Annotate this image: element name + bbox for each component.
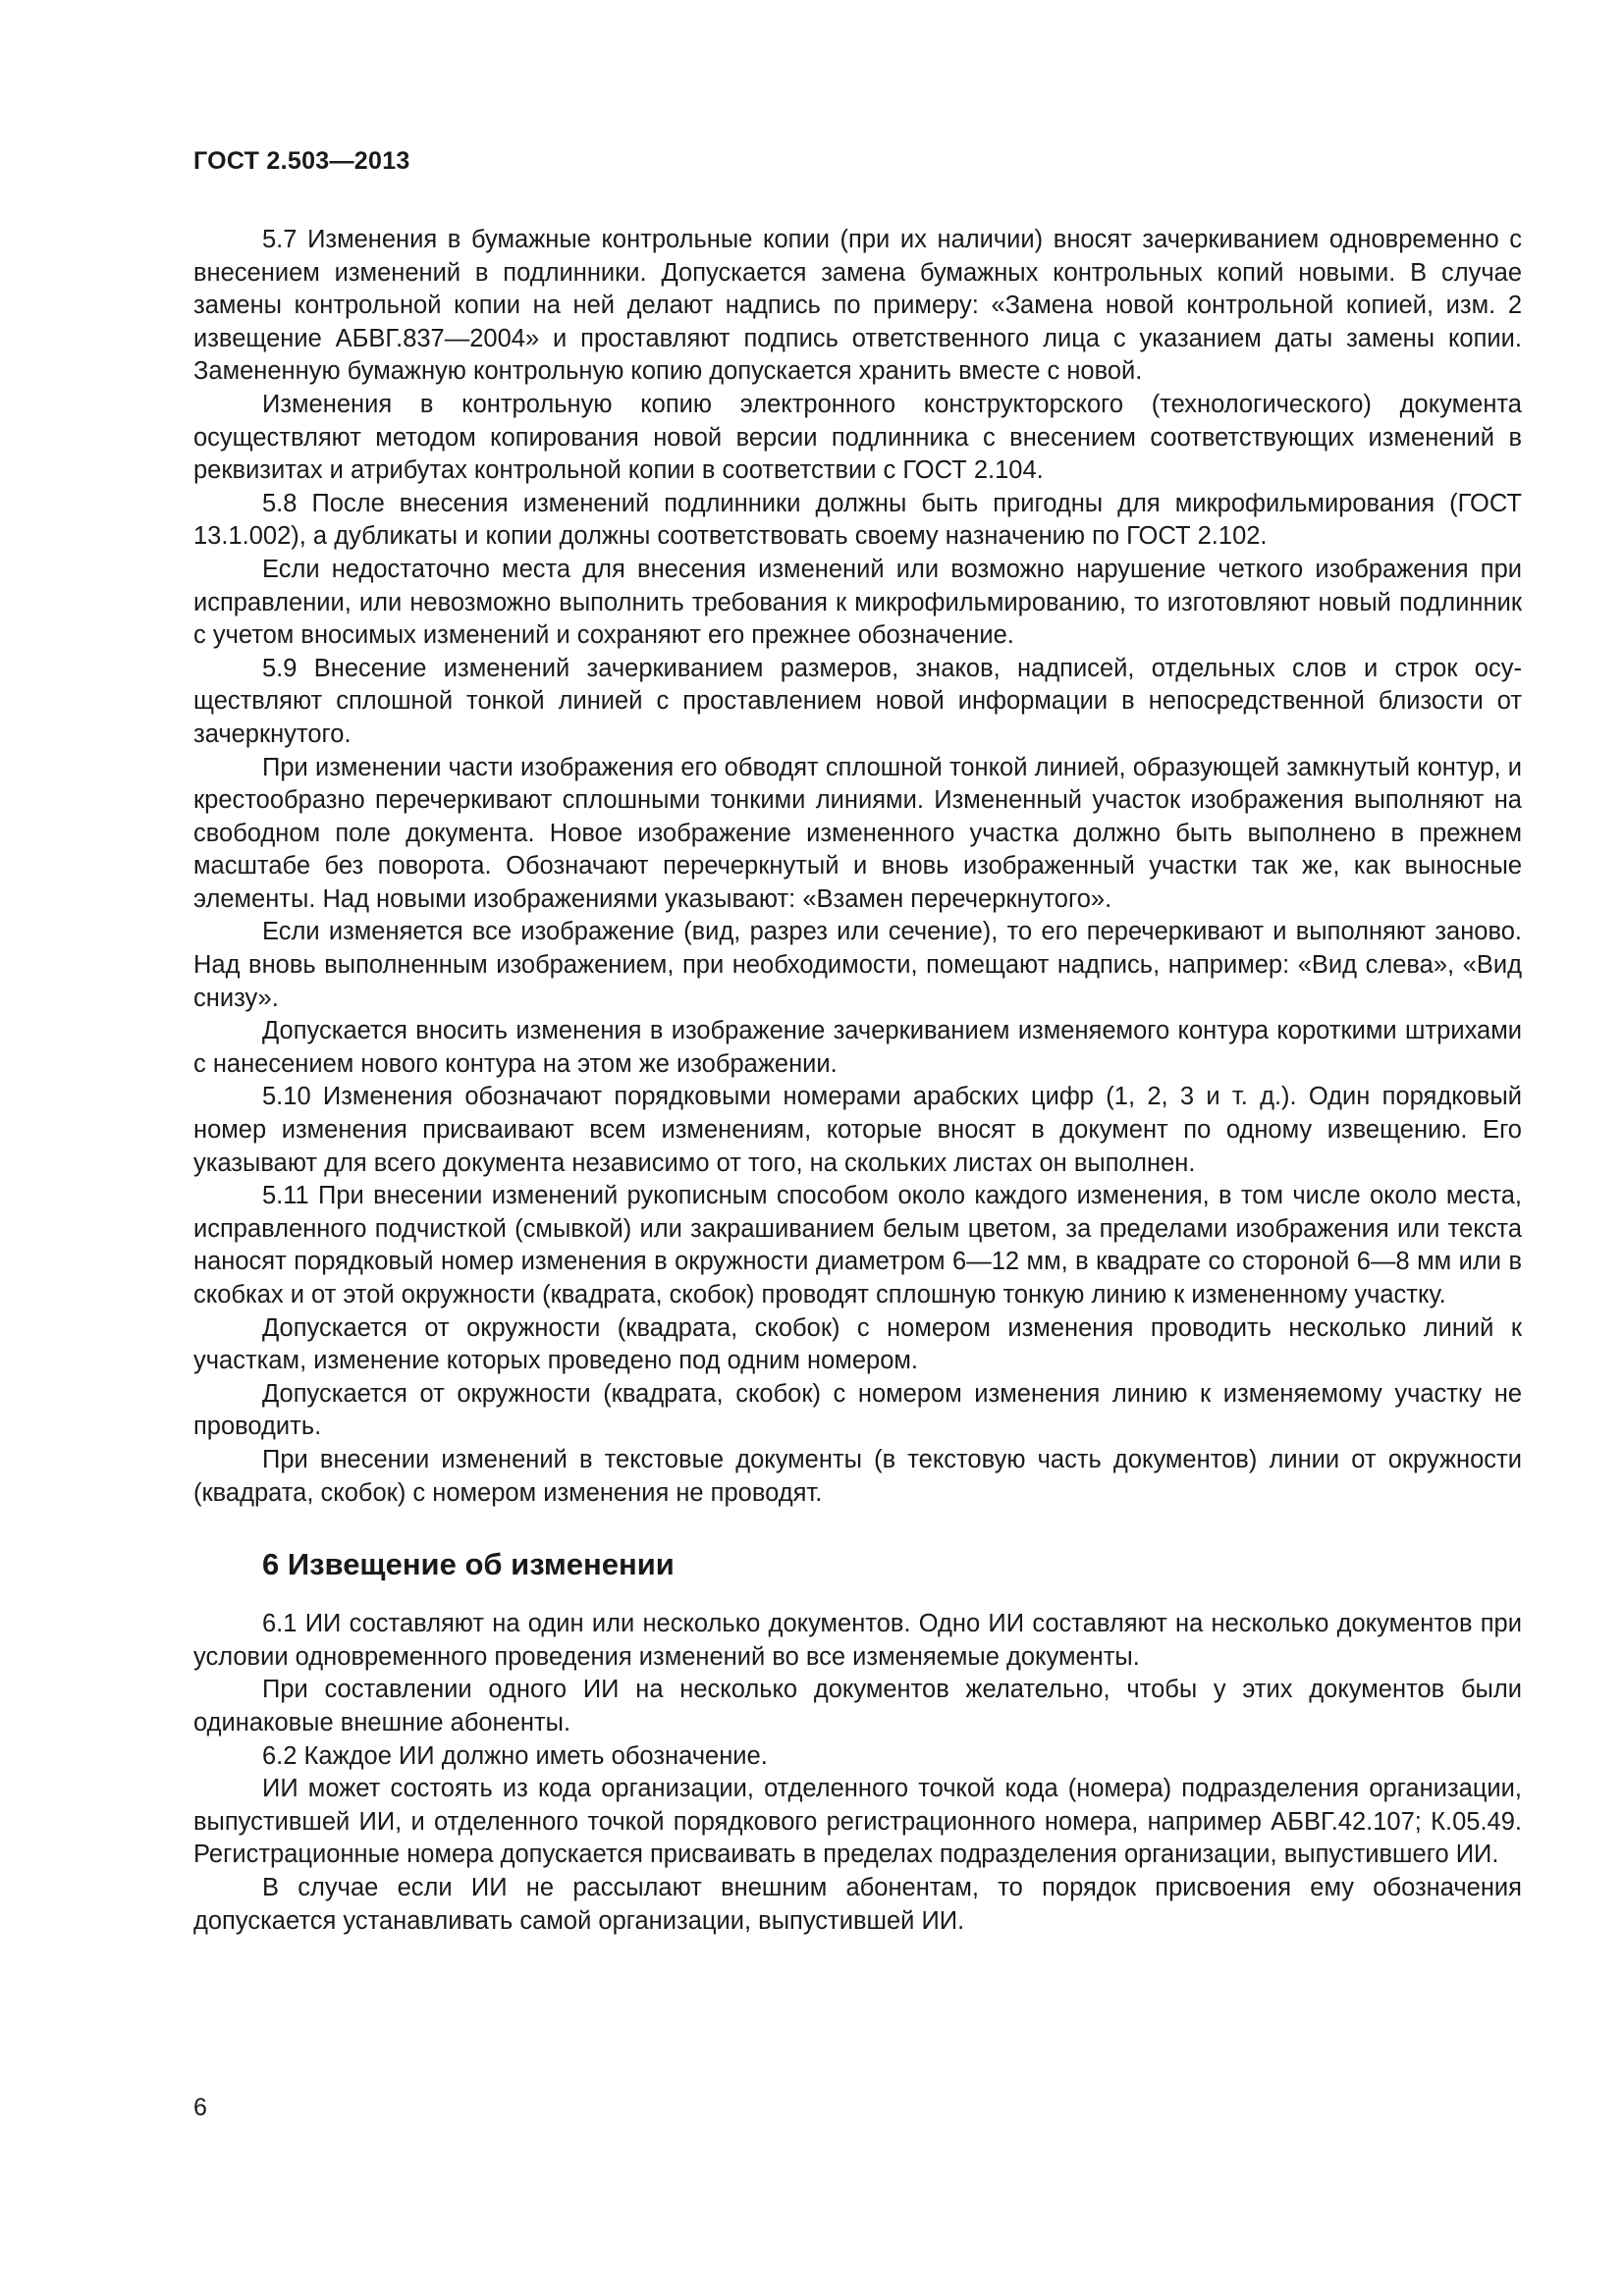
paragraph-external-subscribers: При составлении одного ИИ на несколько документов желательно, чтобы у этих документов были одинаковые внешние абоненты. xyxy=(193,1676,1522,1736)
paragraph-notice-code: ИИ может состоять из кода организации, отделенного точкой кода (номера) подразделения организации, выпустившей ИИ, и отделенного точкой порядкового регистрационного номера, например АБВГ.42.107; К.05.49. Регистрационные номера допускается присваивать в пределах подразделения организации, выпустившего ИИ. xyxy=(193,1775,1522,1869)
paragraph-control-copy-electronic: Изменения в контрольную копию электронного конструкторского (технологического) документа осуществляют методом копирования новой версии подлинника с внесением соответствующих изменений в реквизитах и атрибутах контрольной копии в соответствии с ГОСТ 2.104. xyxy=(193,390,1522,485)
paragraph-multiple-lines: Допускается от окружности (квадрата, скобок) с номером изменения проводить несколько линий к участкам, изменение которых проведено под одним номером. xyxy=(193,1313,1522,1375)
paragraph-5-8: 5.8 После внесения изменений подлинники должны быть пригодны для микрофильмирования (ГОСТ 13.1.002), а дубликаты и копии должны соответствовать своему назначению по ГОСТ 2.102. xyxy=(193,489,1522,551)
paragraph-5-10: 5.10 Изменения обозначают порядковыми номерами арабских цифр (1, 2, 3 и т. д.). Один порядковый номер изменения присваивают всем изменениям, которые вносят в документ по одному извещению. Его указывают для всего документа независимо от того, на скольких листах он выполнен. xyxy=(193,1083,1522,1177)
paragraph-5-11: 5.11 При внесении изменений рукописным способом около каждого изменения, в том числе около места, исправленного подчисткой (смывкой) или закрашиванием белым цветом, за пределами изображения или текста наносят порядковый номер изменения в окружности диаметром 6—12 мм, в квадрате со стороной 6—8 мм или в скобках и от этой окружности (квадрата, скобок) проводят сплошную тонкую линию к измененному участку. xyxy=(193,1182,1522,1308)
paragraph-6-2: 6.2 Каждое ИИ должно иметь обозначение. xyxy=(262,1741,768,1770)
paragraph-6-1: 6.1 ИИ составляют на один или несколько документов. Одно ИИ составляют на несколько документов при условии одновременного проведения изменений во все изменяемые документы. xyxy=(193,1610,1522,1671)
paragraph-5-9: 5.9 Внесение изменений зачеркиванием размеров, знаков, надписей, отдельных слов и строк осуществляют сплошной тонкой линией с проставлением новой информации в непосредственной близости от зачеркнутого. xyxy=(193,654,1522,748)
section-6-heading: 6 Извещение об изменении xyxy=(262,1547,675,1582)
paragraph-short-strokes: Допускается вносить изменения в изображение зачеркиванием изменяемого контура короткими штрихами с нанесением нового контура на этом же изображении. xyxy=(193,1017,1522,1078)
paragraph-text-documents: При внесении изменений в текстовые документы (в текстовую часть документов) линии от окружности (квадрата, скобок) с номером изменения не проводят. xyxy=(193,1445,1522,1507)
paragraph-no-line: Допускается от окружности (квадрата, скобок) с номером изменения линию к изменяемому участку не проводить. xyxy=(193,1379,1522,1441)
paragraph-new-original: Если недостаточно места для внесения изменений или возможно нарушение четкого изображения при исправлении, или невозможно выполнить требования к микрофильмированию, то изготовляют новый подлинник с учетом вносимых изменений и сохраняют его прежнее обозначение. xyxy=(193,555,1522,650)
paragraph-image-part-change: При изменении части изображения его обводят сплошной тонкой линией, образующей замкнутый контур, и крестообразно перечеркивают сплошными тонкими линиями. Измененный участок изображения выполняют на свободном поле документа. Новое изображение измененного участка должно быть выполнено в прежнем масштабе без поворота. Обозначают перечеркнутый и вновь изображенный участки так же, как выносные элементы. Над новыми изображениями указывают: «Взамен перечеркнутого». xyxy=(193,753,1522,913)
document-code-header: ГОСТ 2.503—2013 xyxy=(193,147,410,175)
page-number: 6 xyxy=(193,2094,207,2121)
paragraph-internal-designation: В случае если ИИ не рассылают внешним абонентам, то порядок присвоения ему обозначения допускается устанавливать самой организации, выпустившей ИИ. xyxy=(193,1873,1522,1935)
paragraph-whole-image-change: Если изменяется все изображение (вид, разрез или сечение), то его перечеркивают и выполняют заново. Над вновь выполненным изображением, при необходимости, помещают надпись, например: «Вид слева», «Вид снизу». xyxy=(193,918,1522,1012)
document-body xyxy=(193,224,1522,1938)
paragraph-5-7: 5.7 Изменения в бумажные контрольные копии (при их наличии) вносят зачеркиванием одновременно с внесением изменений в подлинники. Допускается замена бумажных контрольных копий новыми. В случае замены контрольной копии на ней делают надпись по примеру: «Замена новой контрольной копией, изм. 2 извещение АБВГ.837—2004» и проставляют подпись ответственного лица с указанием даты замены копии. Замененную бумажную контрольную копию допускается хранить вместе с новой. xyxy=(193,226,1522,386)
